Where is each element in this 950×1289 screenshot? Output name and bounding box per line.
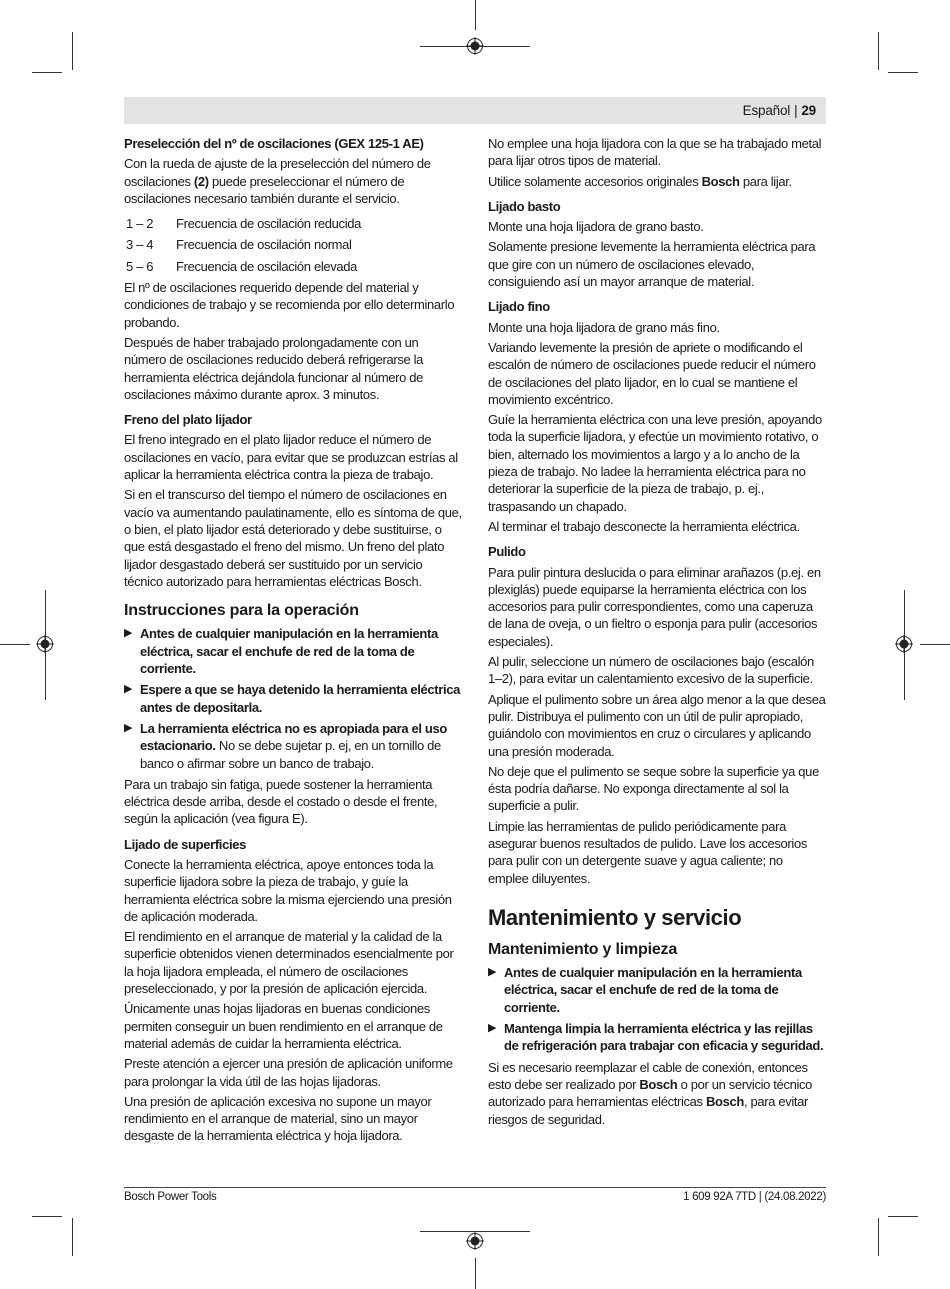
- paragraph: Limpie las herramientas de pulido periódicamente para asegurar buenos resultados de pulido. Lave los accesorios para pulir con un detergente suave y agua caliente; no emplee diluyentes.: [488, 818, 807, 886]
- paragraph: No emplee una hoja lijadora con la que se ha trabajado metal para lijar otros tipos de material.: [488, 136, 822, 169]
- bullet-triangle-icon: ▶: [488, 966, 497, 979]
- paragraph: Para pulir pintura deslucida o para eliminar arañazos (p.ej. en plexiglás) puede equiparse la herramienta eléctrica con los accesorios para pulir correspondientes, como una caperuza de lana de oveja, o un fieltro o esponja para pulir (accesorios especiales).: [488, 564, 821, 649]
- paragraph: Únicamente unas hojas lijadoras en buenas condiciones permiten conseguir un buen rendimiento en el arranque de material además de cuidar la herramienta eléctrica.: [124, 1001, 443, 1051]
- paragraph: Después de haber trabajado prolongadamente con un número de oscilaciones reducido deberá refrigerarse la herramienta eléctrica dejándola funcionar al número de oscilaciones máximo durante aprox. 3 minutos.: [124, 334, 424, 402]
- section-heading: Lijado de superficies: [124, 836, 246, 852]
- section-title: Instrucciones para la operación: [124, 602, 359, 620]
- paragraph: El nº de oscilaciones requerido depende del material y condiciones de trabajo y se recomienda por ello determinarlo probando.: [124, 280, 455, 330]
- range-row: 5 – 6 Frecuencia de oscilación elevada: [126, 258, 358, 274]
- paragraph: Utilice solamente accesorios originales Bosch para lijar.: [488, 173, 792, 189]
- section-heading: Pulido: [488, 544, 526, 560]
- range-row: 3 – 4 Frecuencia de oscilación normal: [126, 237, 352, 253]
- crop-mark: [475, 1258, 476, 1289]
- paragraph: Al pulir, seleccione un número de oscilaciones bajo (escalón 1–2), para evitar un calentamiento excesivo de la superficie.: [488, 654, 814, 687]
- footer-rule: [124, 1187, 826, 1188]
- paragraph: Solamente presione levemente la herramienta eléctrica para que gire con un número de oscilaciones elevado, consiguiendo así un mayor arranque de material.: [488, 239, 816, 290]
- crop-mark: [72, 32, 73, 70]
- crop-mark: [475, 0, 476, 30]
- chapter-title: Mantenimiento y servicio: [488, 904, 742, 930]
- paragraph: Guíe la herramienta eléctrica con una leve presión, apoyando toda la superficie lijadora, y efectúe un movimiento rotativo, o bien, alternado los movimientos a largo y a lo ancho de la pieza de trabajo. No ladee la herramienta eléctrica para no deteriorar la superficie de la pieza de trabajo, p. ej., traspasando un chapado.: [488, 412, 822, 514]
- paragraph: Con la rueda de ajuste de la preselección del número de oscilaciones (2) puede preseleccionar el número de oscilaciones necesario también durante el servicio.: [124, 156, 431, 206]
- page-header: [124, 97, 826, 124]
- crop-mark: [888, 1216, 918, 1217]
- paragraph: El freno integrado en el plato lijador reduce el número de oscilaciones en vacío, para evitar que se produzcan estrías al aplicar la herramienta eléctrica contra la pieza de trabajo.: [124, 432, 458, 483]
- footer-doc-id: 1 609 92A 7TD | (24.08.2022): [683, 1191, 826, 1203]
- header-text: Español | 29: [742, 103, 816, 118]
- footer-brand: Bosch Power Tools: [124, 1191, 217, 1203]
- paragraph: Para un trabajo sin fatiga, puede sostener la herramienta eléctrica desde arriba, desde el costado o desde el frente, según la aplicación (vea figura E).: [124, 776, 438, 827]
- section-heading: Lijado basto: [488, 198, 561, 214]
- paragraph: Aplique el pulimento sobre un área algo menor a la que desea pulir. Distribuya el pulimento con un útil de pulir apropiado, guiándolo con movimientos en cruz o circulares y aplicando una presión moderada.: [488, 691, 826, 759]
- bullet-item: ▶ Antes de cualquier manipulación en la herramienta eléctrica, sacar el enchufe de red de la toma de corriente.: [488, 965, 802, 1015]
- crop-mark: [32, 1216, 62, 1217]
- paragraph: Conecte la herramienta eléctrica, apoye entonces toda la superficie lijadora sobre la pieza de trabajo, y guíe la herramienta eléctrica sobre la misma ejerciendo una presión de aplicación moderada.: [124, 856, 452, 924]
- bullet-triangle-icon: ▶: [488, 1022, 497, 1035]
- right-column: [488, 135, 826, 1131]
- paragraph: Preste atención a ejercer una presión de aplicación uniforme para prolongar la vida útil de las hojas lijadoras.: [124, 1056, 453, 1089]
- section-heading: Preselección del nº de oscilaciones (GEX 125-1 AE): [124, 136, 424, 151]
- paragraph: Una presión de aplicación excesiva no supone un mayor rendimiento en el arranque de material, sino un mayor desgaste de la herramienta eléctrica y hoja lijadora.: [124, 1093, 432, 1144]
- paragraph: Si en el transcurso del tiempo el número de oscilaciones en vacío va aumentando paulatinamente, ello es síntoma de que, o bien, el plato lijador está deteriorado y debe sustituirse, o que está desgastado el freno del mismo. Un freno del plato lijador desgastado deberá ser sustituido por un servicio técnico autorizado para herramientas eléctricas Bosch.: [124, 487, 462, 589]
- section-heading: Freno del plato lijador: [124, 412, 252, 428]
- paragraph: No deje que el pulimento se seque sobre la superficie ya que ésta podría dañarse. No exponga directamente al sol la superficie a pulir.: [488, 763, 819, 814]
- crop-mark: [878, 32, 879, 70]
- bullet-triangle-icon: ▶: [124, 627, 133, 640]
- oscillation-range-list: [124, 215, 462, 275]
- crop-mark: [32, 72, 62, 73]
- bullet-triangle-icon: ▶: [124, 683, 133, 696]
- bullet-item: ▶ Espere a que se haya detenido la herramienta eléctrica antes de depositarla.: [124, 682, 460, 715]
- bullet-item: ▶ Mantenga limpia la herramienta eléctrica y las rejillas de refrigeración para trabajar con eficacia y seguridad.: [488, 1021, 824, 1054]
- page-number: 29: [801, 103, 816, 118]
- header-language: Español: [742, 103, 791, 118]
- registration-mark-icon: [36, 635, 54, 653]
- paragraph: Monte una hoja lijadora de grano más fino.: [488, 319, 720, 335]
- registration-mark-icon: [466, 37, 484, 55]
- registration-mark-icon: [895, 635, 913, 653]
- crop-mark: [920, 644, 950, 645]
- section-heading: Lijado fino: [488, 299, 550, 315]
- bullet-item: ▶ Antes de cualquier manipulación en la herramienta eléctrica, sacar el enchufe de red de la toma de corriente.: [124, 626, 438, 677]
- crop-mark: [878, 1218, 879, 1256]
- registration-mark-icon: [466, 1232, 484, 1250]
- paragraph: Variando levemente la presión de apriete o modificando el escalón de número de oscilaciones puede reducir el número de oscilaciones del plato lijador, en lo cual se mantiene el movimiento excéntrico.: [488, 339, 816, 407]
- crop-mark: [72, 1218, 73, 1256]
- range-row: 1 – 2 Frecuencia de oscilación reducida: [126, 216, 362, 232]
- bullet-triangle-icon: ▶: [124, 721, 133, 734]
- paragraph: Monte una hoja lijadora de grano basto.: [488, 219, 704, 235]
- crop-mark: [0, 644, 30, 645]
- paragraph: Si es necesario reemplazar el cable de conexión, entonces esto debe ser realizado por Bosch o por un servicio técnico autorizado para herramientas eléctricas Bosch, para evitar riesgos de seguridad.: [488, 1059, 813, 1127]
- paragraph: Al terminar el trabajo desconecte la herramienta eléctrica.: [488, 518, 800, 534]
- section-title: Mantenimiento y limpieza: [488, 940, 678, 958]
- paragraph: El rendimiento en el arranque de material y la calidad de la superficie obtenidos vienen determinados esencialmente por la hoja lijadora empleada, el número de oscilaciones preseleccionado, y por la presión de aplicación ejercida.: [124, 929, 454, 997]
- bullet-item: ▶ La herramienta eléctrica no es apropiada para el uso estacionario. No se debe sujetar p. ej, en un tornillo de banco o afirmar sobre un banco de trabajo.: [124, 720, 447, 771]
- left-column: [124, 135, 462, 1148]
- crop-mark: [888, 72, 918, 73]
